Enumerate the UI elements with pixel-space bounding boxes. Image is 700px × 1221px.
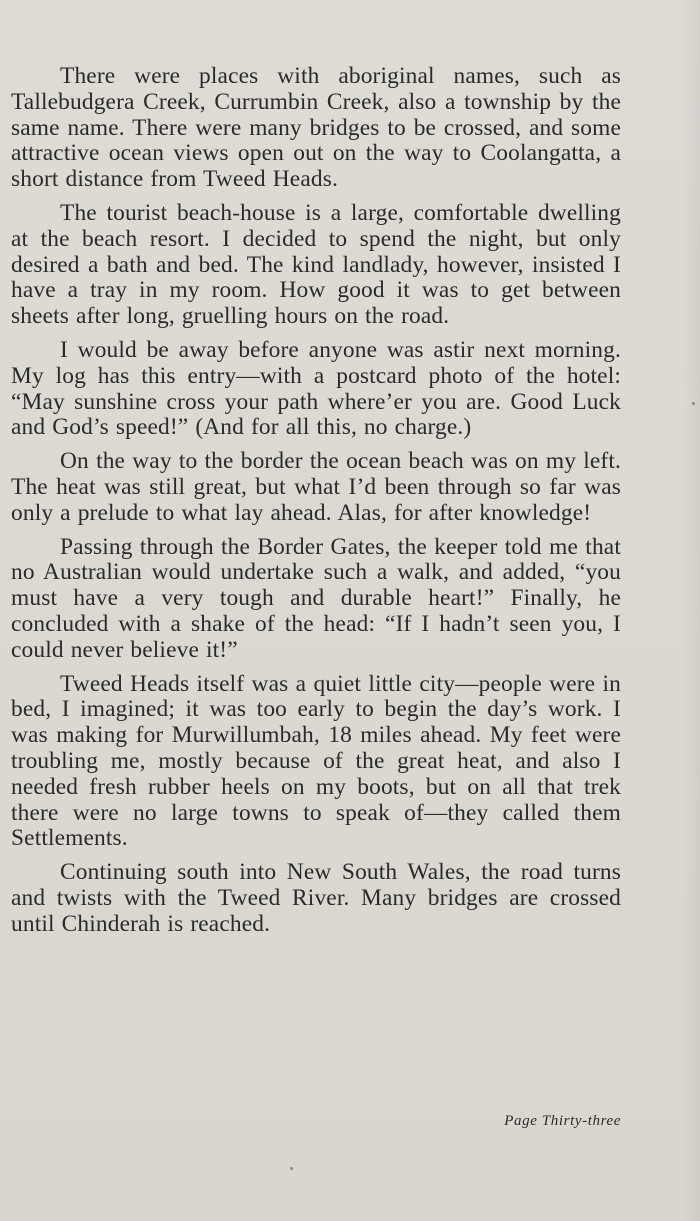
page-number-footer: Page Thirty-three [504, 1113, 621, 1129]
paragraph-3: I would be away before anyone was astir next morning. My log has this entry—with a postcard photo of the hotel: “May sunshine cross your path where’er you are. Good Luck and God’s speed!” (And for all this, no charge.) [11, 336, 621, 441]
paragraph-2: The tourist beach-house is a large, comfortable dwelling at the beach resort. I decided to spend the night, but only desired a bath and bed. The kind landlady, however, insisted I have a tray in my room. How good it was to get between sheets after long, gruelling hours on the road. [11, 199, 621, 330]
paragraph-7: Continuing south into New South Wales, the road turns and twists with the Tweed River. Many bridges are crossed until Chinderah is reached. [11, 859, 621, 937]
paper-speck-right [692, 402, 695, 405]
paper-speck-bottom [290, 1167, 293, 1170]
page-edge-shadow [682, 0, 700, 1221]
paragraph-5: Passing through the Border Gates, the keeper told me that no Australian would undertake such a walk, and added, “you must have a very tough and durable heart!” Finally, he concluded with a shake of the head: “If I hadn’t seen you, I could never believe it!” [11, 533, 621, 663]
paragraph-6: Tweed Heads itself was a quiet little city—people were in bed, I imagined; it was too early to begin the day’s work. I was making for Murwillumbah, 18 miles ahead. My feet were troubling me, mostly because of the great heat, and also I needed fresh rubber heels on my boots, but on all that trek there were no large towns to speak of—they called them Settlements. [11, 670, 621, 852]
paragraph-1: There were places with aboriginal names, such as Tallebudgera Creek, Currumbin Creek, also a township by the same name. There were many bridges to be crossed, and some attractive ocean views open out on the way to Coolangatta, a short distance from Tweed Heads. [11, 63, 621, 193]
body-text [11, 64, 621, 946]
paragraph-4: On the way to the border the ocean beach was on my left. The heat was still great, but what I’d been through so far was only a prelude to what lay ahead. Alas, for after knowledge! [11, 448, 621, 526]
